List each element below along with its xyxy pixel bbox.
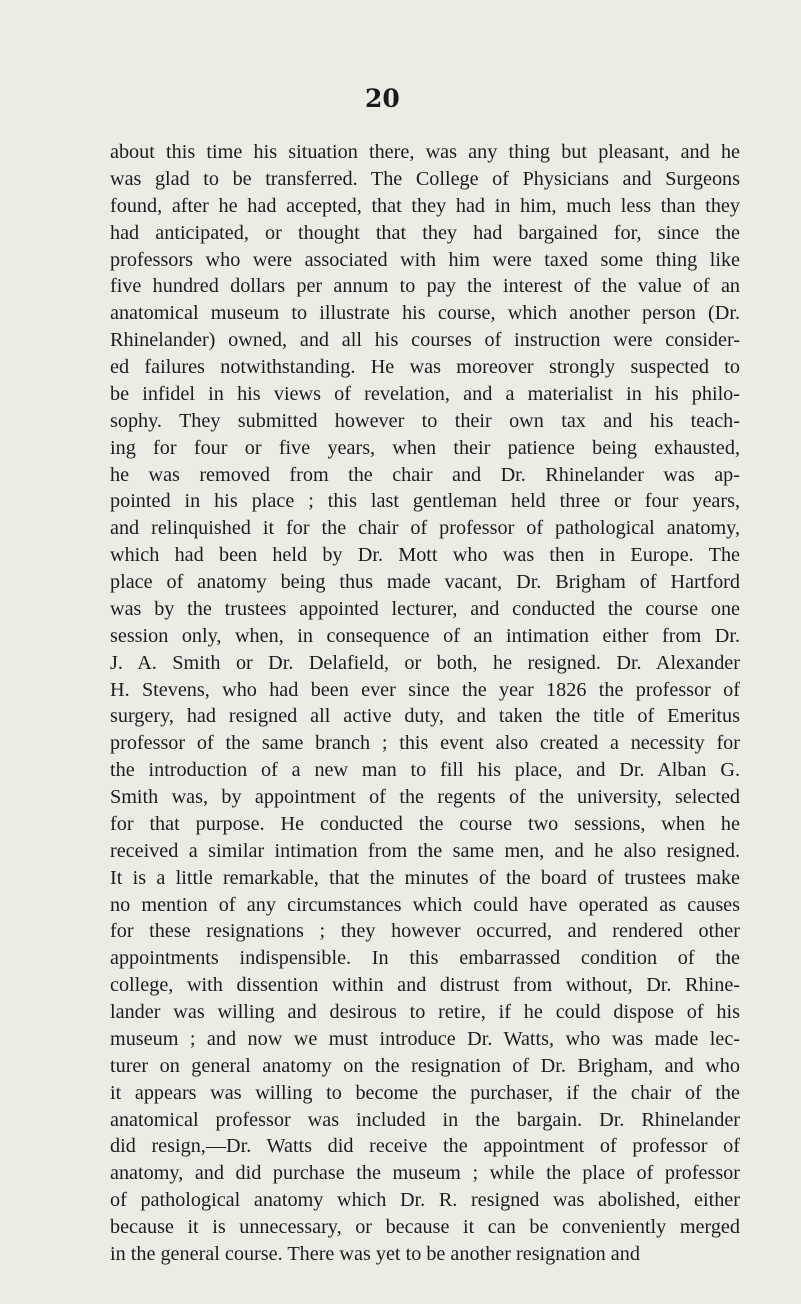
text-line: professor of the same branch ; this event also created a necessity for — [110, 732, 740, 755]
text-line: which had been held by Dr. Mott who was then in Europe. The — [110, 544, 740, 567]
text-line: turer on general anatomy on the resignation of Dr. Brigham, and who — [110, 1054, 740, 1077]
text-line: was by the trustees appointed lecturer, and conducted the course one — [110, 597, 740, 620]
text-line: he was removed from the chair and Dr. Rhinelander was ap- — [110, 463, 740, 486]
text-line: surgery, had resigned all active duty, and taken the title of Emeritus — [110, 705, 740, 728]
text-line: had anticipated, or thought that they had bargained for, since the — [110, 221, 740, 244]
text-line: session only, when, in consequence of an intimation either from Dr. — [110, 624, 740, 647]
text-line: for these resignations ; they however occurred, and rendered other — [110, 920, 740, 943]
text-line: pointed in his place ; this last gentleman held three or four years, — [110, 490, 740, 513]
text-line: place of anatomy being thus made vacant, Dr. Brigham of Hartford — [110, 571, 740, 593]
text-line: It is a little remarkable, that the minutes of the board of trustees make — [110, 866, 740, 889]
text-line: about this time his situation there, was any thing but pleasant, and he — [110, 141, 740, 163]
text-line: five hundred dollars per annum to pay the interest of the value of an — [110, 275, 740, 298]
text-line: professors who were associated with him were taxed some thing like — [110, 248, 740, 271]
text-line: H. Stevens, who had been ever since the year 1826 the professor of — [110, 678, 740, 701]
text-line: sophy. They submitted however to their own tax and his teach- — [110, 409, 740, 432]
text-line: no mention of any circumstances which could have operated as causes — [110, 893, 740, 916]
text-line: it appears was willing to become the purchaser, if the chair of the — [110, 1081, 740, 1104]
text-line: Smith was, by appointment of the regents of the university, selected — [110, 786, 740, 808]
text-line: ing for four or five years, when their patience being exhausted, — [110, 436, 740, 459]
text-line: J. A. Smith or Dr. Delafield, or both, he resigned. Dr. Alexander — [110, 651, 740, 674]
text-line: anatomical museum to illustrate his course, which another person (Dr. — [110, 302, 740, 325]
text-line: in the general course. There was yet to be another resignation and — [110, 1242, 640, 1265]
text-line: Rhinelander) owned, and all his courses of instruction were consider- — [110, 329, 740, 352]
page-number: 20 — [365, 84, 400, 113]
text-line: of pathological anatomy which Dr. R. resigned was abolished, either — [110, 1189, 740, 1212]
text-line: appointments indispensible. In this embarrassed condition of the — [110, 947, 740, 970]
text-line: museum ; and now we must introduce Dr. Watts, who was made lec- — [110, 1027, 740, 1050]
text-line: lander was willing and desirous to retire, if he could dispose of his — [110, 1001, 740, 1023]
text-line: be infidel in his views of revelation, and a materialist in his philo- — [110, 382, 740, 405]
body-text — [110, 139, 740, 1268]
text-line: for that purpose. He conducted the course two sessions, when he — [110, 812, 740, 835]
text-line: did resign,—Dr. Watts did receive the appointment of professor of — [110, 1135, 740, 1158]
text-line: because it is unnecessary, or because it can be conveniently merged — [110, 1216, 740, 1238]
text-line: was glad to be transferred. The College of Physicians and Surgeons — [110, 167, 740, 190]
text-line: found, after he had accepted, that they had in him, much less than they — [110, 194, 740, 217]
text-line: anatomical professor was included in the bargain. Dr. Rhinelander — [110, 1108, 740, 1131]
text-line: college, with dissention within and distrust from without, Dr. Rhine- — [110, 974, 740, 997]
text-line: ed failures notwithstanding. He was moreover strongly suspected to — [110, 356, 740, 378]
text-line: anatomy, and did purchase the museum ; while the place of professor — [110, 1162, 740, 1185]
text-line: the introduction of a new man to fill his place, and Dr. Alban G. — [110, 759, 740, 782]
text-line: and relinquished it for the chair of professor of pathological anatomy, — [110, 517, 740, 540]
text-line: received a similar intimation from the same men, and he also resigned. — [110, 839, 740, 862]
